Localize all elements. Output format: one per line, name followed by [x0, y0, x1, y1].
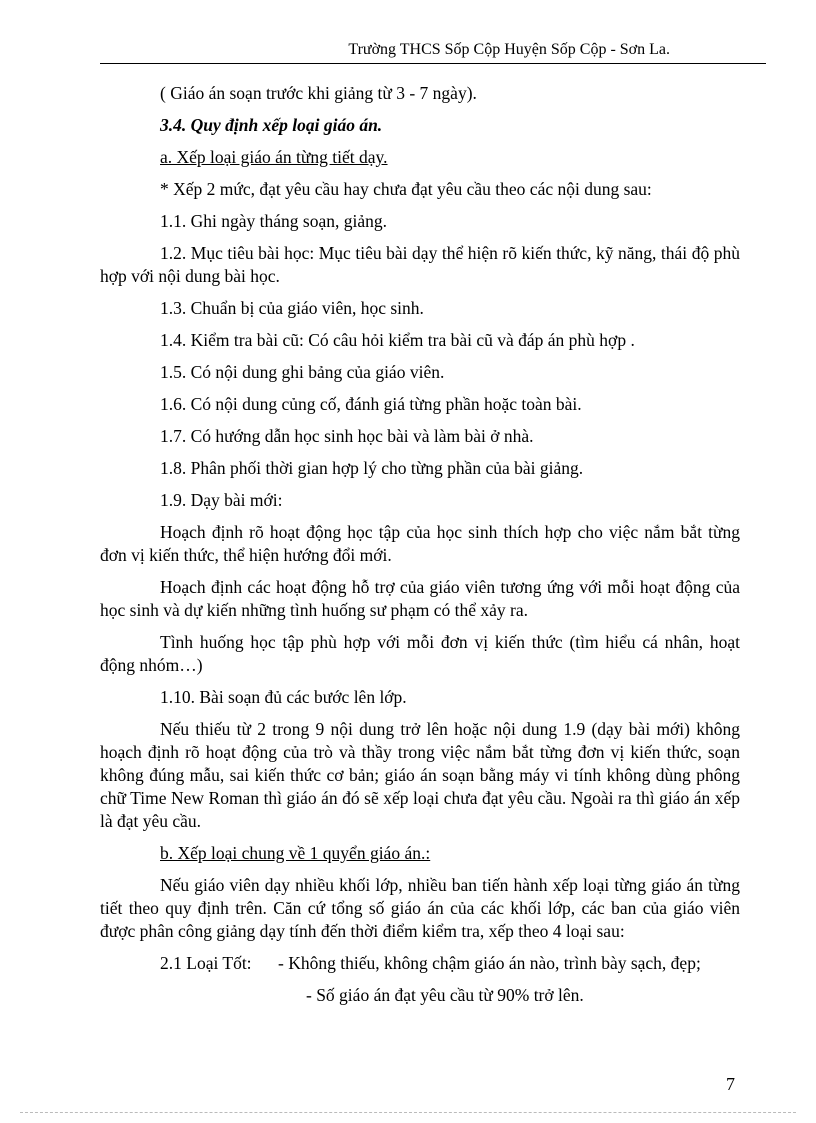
- rating-label: 2.1 Loại Tốt:: [160, 953, 252, 973]
- document-body: [100, 82, 740, 1007]
- rating-row: [100, 952, 740, 975]
- list-item: 1.2. Mục tiêu bài học: Mục tiêu bài dạy thể hiện rõ kiến thức, kỹ năng, thái độ phù hợp với nội dung bài học.: [100, 243, 740, 286]
- paragraph: Tình huống học tập phù hợp với mỗi đơn vị kiến thức (tìm hiểu cá nhân, hoạt động nhóm…): [100, 632, 740, 675]
- list-item: 1.5. Có nội dung ghi bảng của giáo viên.: [160, 362, 445, 382]
- list-item: 1.3. Chuẩn bị của giáo viên, học sinh.: [160, 298, 424, 318]
- paragraph-criteria-intro: * Xếp 2 mức, đạt yêu cầu hay chưa đạt yêu cầu theo các nội dung sau:: [160, 179, 652, 199]
- header-divider: [100, 63, 766, 64]
- page-bottom-divider: [20, 1112, 796, 1113]
- list-item: 1.1. Ghi ngày tháng soạn, giảng.: [160, 211, 387, 231]
- list-item: 1.6. Có nội dung củng cố, đánh giá từng phần hoặc toàn bài.: [160, 394, 582, 414]
- subsection-heading-b: b. Xếp loại chung về 1 quyển giáo án.:: [160, 843, 431, 863]
- list-item: 1.9. Dạy bài mới:: [160, 490, 283, 510]
- page-number: 7: [726, 1074, 735, 1094]
- paragraph: Nếu thiếu từ 2 trong 9 nội dung trở lên hoặc nội dung 1.9 (dạy bài mới) không hoạch định rõ hoạt động của trò và thầy trong việc nắm bắt từng đơn vị kiến thức, soạn không đúng mẫu, sai kiến thức cơ bản; giáo án soạn bằng máy vi tính không dùng phông chữ Time New Roman thì giáo án đó sẽ xếp loại chưa đạt yêu cầu. Ngoài ra thì giáo án xếp là đạt yêu cầu.: [100, 719, 740, 831]
- rating-line-2: - Số giáo án đạt yêu cầu từ 90% trở lên.: [306, 985, 584, 1005]
- subsection-heading-a: a. Xếp loại giáo án từng tiết dạy.: [160, 147, 388, 167]
- paragraph-note: ( Giáo án soạn trước khi giảng từ 3 - 7 ngày).: [160, 83, 477, 103]
- page-header: Trường THCS Sốp Cộp Huyện Sốp Cộp - Sơn La.: [348, 41, 670, 58]
- section-heading: 3.4. Quy định xếp loại giáo án.: [160, 115, 383, 135]
- paragraph: Hoạch định rõ hoạt động học tập của học sinh thích hợp cho việc nắm bắt từng đơn vị kiến thức, thể hiện hướng đổi mới.: [100, 522, 740, 565]
- paragraph: Nếu giáo viên dạy nhiều khối lớp, nhiều ban tiến hành xếp loại từng giáo án từng tiết theo quy định trên. Căn cứ tổng số giáo án của các khối lớp, các ban của giáo viên được phân công giảng dạy tính đến thời điểm kiểm tra, xếp theo 4 loại sau:: [100, 875, 740, 941]
- list-item: 1.4. Kiểm tra bài cũ: Có câu hỏi kiểm tra bài cũ và đáp án phù hợp .: [160, 330, 635, 350]
- list-item: 1.10. Bài soạn đủ các bước lên lớp.: [160, 687, 407, 707]
- paragraph: Hoạch định các hoạt động hỗ trợ của giáo viên tương ứng với mỗi hoạt động của học sinh và dự kiến những tình huống sư phạm có thể xảy ra.: [100, 577, 740, 620]
- list-item: 1.7. Có hướng dẫn học sinh học bài và làm bài ở nhà.: [160, 426, 534, 446]
- list-item: 1.8. Phân phối thời gian hợp lý cho từng phần của bài giảng.: [160, 458, 584, 478]
- rating-line-1: - Không thiếu, không chậm giáo án nào, trình bày sạch, đẹp;: [278, 953, 701, 973]
